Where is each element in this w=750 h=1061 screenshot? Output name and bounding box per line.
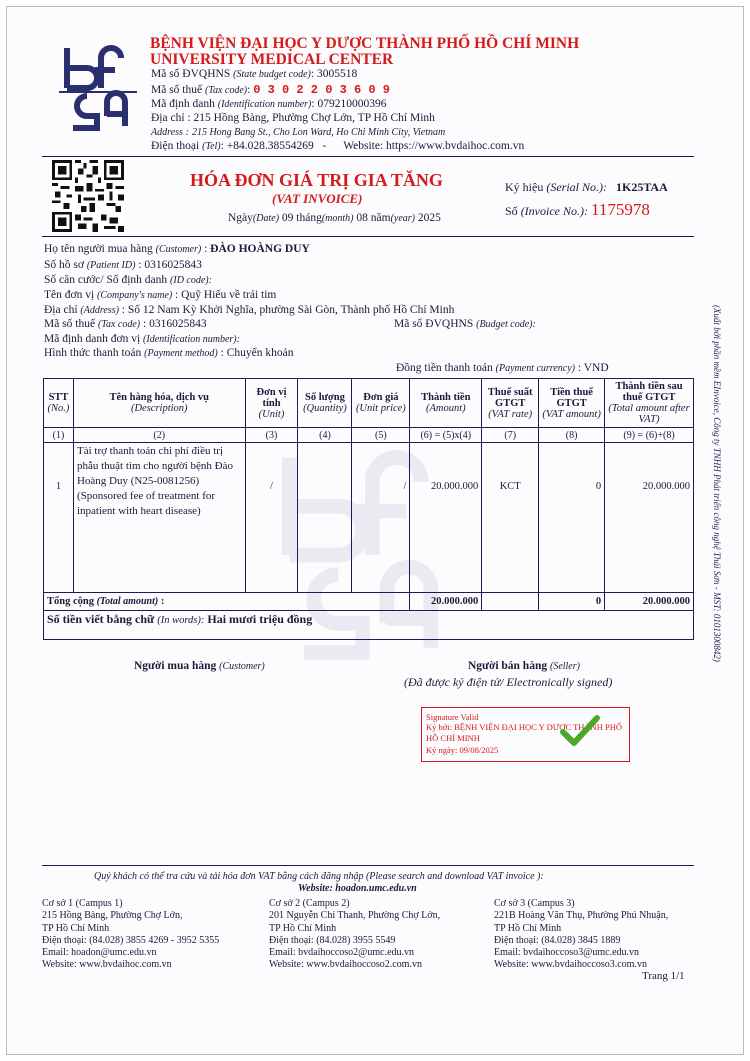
lookup-website: Website: hoadon.umc.edu.vn — [298, 883, 417, 894]
items-table — [43, 378, 694, 640]
payment-method: Hình thức thanh toán (Payment method) : Chuyển khoản — [44, 347, 294, 359]
campus-name: Cơ sở 1 (Campus 1) — [42, 898, 123, 909]
header-vat-rate: Thuế suất GTGT (VAT rate) — [482, 379, 539, 428]
total-label: Tổng cộng (Total amount) : — [44, 593, 410, 611]
row-unit-price: / — [352, 443, 410, 593]
index-cell: (8) — [539, 428, 605, 443]
payment-currency: Đồng tiền thanh toán (Payment currency) : VND — [396, 362, 609, 374]
campus-city: TP Hồ Chí Minh — [269, 922, 337, 934]
index-cell: (2) — [73, 428, 245, 443]
campus-phone: Điện thoại: (84.028) 3845 1889 — [494, 934, 621, 946]
index-cell: (4) — [298, 428, 352, 443]
campus-website: Website: www.bvdaihoccoso3.com.vn — [494, 959, 647, 971]
software-side-note: (Xuất bởi phần mềm EInvoice, Công ty TNHH Phát triển công nghệ Thái Sơn - MST: 0101300842) — [712, 305, 722, 662]
campus-1 — [42, 898, 219, 972]
row-quantity — [298, 443, 352, 593]
header-no: STT (No.) — [44, 379, 74, 428]
buyer-patient-id: Số hồ sơ (Patient ID) : 0316025843 — [44, 259, 202, 271]
row-total: 20.000.000 — [605, 443, 694, 593]
total-row — [44, 593, 694, 611]
header-unit: Đơn vị tính (Unit) — [245, 379, 298, 428]
header-vat-amount: Tiền thuế GTGT (VAT amount) — [539, 379, 605, 428]
campus-website: Website: www.bvdaihoc.com.vn — [42, 959, 172, 971]
signature-signed-by: Ký bởi: BỆNH VIỆN ĐẠI HỌC Y DƯỢC THÀNH PHỐ HỒ CHÍ MINH — [426, 722, 622, 743]
header-total: Thành tiền sau thuế GTGT (Total amount after VAT) — [605, 379, 694, 428]
header-unit-price: Đơn giá (Unit price) — [352, 379, 410, 428]
total-empty-cell — [482, 593, 539, 611]
signature-valid-box — [421, 707, 630, 762]
index-cell: (7) — [482, 428, 539, 443]
signature-valid-text: Signature Valid — [426, 712, 479, 722]
invoice-title-en: (VAT INVOICE) — [272, 191, 363, 206]
seller-tax-code: Mã số thuế (Tax code): 0 3 0 2 2 0 3 6 0 9 — [151, 83, 391, 97]
campus-phone: Điện thoại: (84.028) 3955 5549 — [269, 934, 396, 946]
table-header-row — [44, 379, 694, 428]
footer-divider — [42, 865, 694, 866]
campus-3 — [494, 898, 668, 972]
total-amount: 20.000.000 — [410, 593, 482, 611]
seller-address-vi: Địa chỉ : 215 Hồng Bàng, Phường Chợ Lớn, TP Hồ Chí Minh — [151, 112, 435, 124]
total-vat: 0 — [539, 593, 605, 611]
row-description: Tài trợ thanh toán chi phí điều trị phẫu thuật tim cho người bệnh Đào Hoàng Duy (N25-0081256) (Sponsored fee of treatment for inpatient with heart disease) — [73, 443, 245, 593]
campus-name: Cơ sở 2 (Campus 2) — [269, 898, 350, 909]
invoice-number: Số (Invoice No.): 1175978 — [505, 200, 650, 219]
campus-name: Cơ sở 3 (Campus 3) — [494, 898, 575, 909]
seller-address-en: Address : 215 Hong Bang St., Cho Lon Ward, Ho Chi Minh City, Vietnam — [151, 127, 446, 138]
row-amount: 20.000.000 — [410, 443, 482, 593]
signature-date: Ký ngày: 09/08/2025 — [426, 745, 499, 755]
campus-email: Email: bvdaihoccoso2@umc.edu.vn — [269, 947, 415, 959]
table-index-row — [44, 428, 694, 443]
seller-budget-code: Mã số ĐVQHNS (State budget code): 3005518 — [151, 68, 358, 80]
buyer-name: Họ tên người mua hàng (Customer) : ĐÀO HOÀNG DUY — [44, 243, 310, 255]
buyer-ident-number: Mã định danh đơn vị (Identification number): — [44, 333, 240, 345]
invoice-serial: Ký hiệu (Serial No.): 1K25TAA — [505, 180, 668, 194]
buyer-signature-label: Người mua hàng (Customer) — [134, 660, 265, 672]
checkmark-icon — [560, 714, 600, 748]
campus-2 — [269, 898, 440, 972]
index-cell: (1) — [44, 428, 74, 443]
seller-id-number: Mã định danh (Identification number): 079210000396 — [151, 98, 387, 110]
buyer-id-code: Số căn cước/ Số định danh (ID code): — [44, 274, 212, 286]
seller-name-vi: BỆNH VIỆN ĐẠI HỌC Y DƯỢC THÀNH PHỐ HỒ CHÍ MINH — [150, 35, 580, 52]
campus-city: TP Hồ Chí Minh — [494, 922, 562, 934]
campus-address: 221B Hoàng Văn Thụ, Phường Phú Nhuận, — [494, 910, 669, 922]
index-cell: (9) = (6)+(8) — [605, 428, 694, 443]
row-no: 1 — [44, 443, 74, 593]
seller-phone: Điện thoại (Tel): +84.028.38554269 - Website: https://www.bvdaihoc.com.vn — [151, 140, 525, 152]
campus-city: TP Hồ Chí Minh — [42, 922, 110, 934]
index-cell: (3) — [245, 428, 298, 443]
table-row — [44, 443, 694, 593]
header-quantity: Số lượng (Quantity) — [298, 379, 352, 428]
title-divider — [42, 236, 694, 237]
invoice-title: HÓA ĐƠN GIÁ TRỊ GIA TĂNG — [190, 170, 443, 190]
lookup-note: Quý khách có thể tra cứu và tải hóa đơn VAT bằng cách đăng nhập (Please search and download VAT invoice ): — [94, 871, 544, 882]
qr-code — [52, 160, 124, 232]
row-unit: / — [245, 443, 298, 593]
row-vat-amount: 0 — [539, 443, 605, 593]
buyer-budget-code: Mã số ĐVQHNS (Budget code): — [394, 318, 536, 330]
index-cell: (5) — [352, 428, 410, 443]
campus-email: Email: hoadon@umc.edu.vn — [42, 947, 157, 959]
header-amount: Thành tiền (Amount) — [410, 379, 482, 428]
campus-email: Email: bvdaihoccoso3@umc.edu.vn — [494, 947, 640, 959]
row-vat-rate: KCT — [482, 443, 539, 593]
buyer-address: Địa chỉ (Address) : Số 12 Nam Kỳ Khởi Nghĩa, phường Sài Gòn, Thành phố Hồ Chí Minh — [44, 304, 455, 316]
campus-address: 201 Nguyễn Chí Thanh, Phường Chợ Lớn, — [269, 910, 441, 922]
buyer-tax-code: Mã số thuế (Tax code) : 0316025843 — [44, 318, 207, 330]
buyer-company: Tên đơn vị (Company's name) : Quỹ Hiếu về trái tim — [44, 289, 277, 301]
invoice-date: Ngày(Date) 09 tháng(month) 08 năm(year) 2025 — [228, 212, 441, 224]
total-after-vat: 20.000.000 — [605, 593, 694, 611]
amount-in-words: Số tiền viết bằng chữ (In words): Hai mươi triệu đồng — [44, 611, 694, 640]
campus-website: Website: www.bvdaihoccoso2.com.vn — [269, 959, 422, 971]
header-description: Tên hàng hóa, dịch vụ (Description) — [73, 379, 245, 428]
e-signed-note: (Đã được ký điện tử/ Electronically signed) — [404, 675, 613, 689]
seller-signature-label: Người bán hàng (Seller) — [468, 660, 580, 672]
index-cell: (6) = (5)x(4) — [410, 428, 482, 443]
campus-phone: Điện thoại: (84.028) 3855 4269 - 3952 5355 — [42, 934, 220, 946]
hospital-logo — [57, 44, 139, 132]
seller-name-en: UNIVERSITY MEDICAL CENTER — [150, 51, 394, 68]
header-divider — [42, 156, 694, 157]
campus-address: 215 Hồng Bàng, Phường Chợ Lớn, — [42, 910, 183, 922]
page-number: Trang 1/1 — [642, 970, 685, 982]
words-row — [44, 611, 694, 640]
